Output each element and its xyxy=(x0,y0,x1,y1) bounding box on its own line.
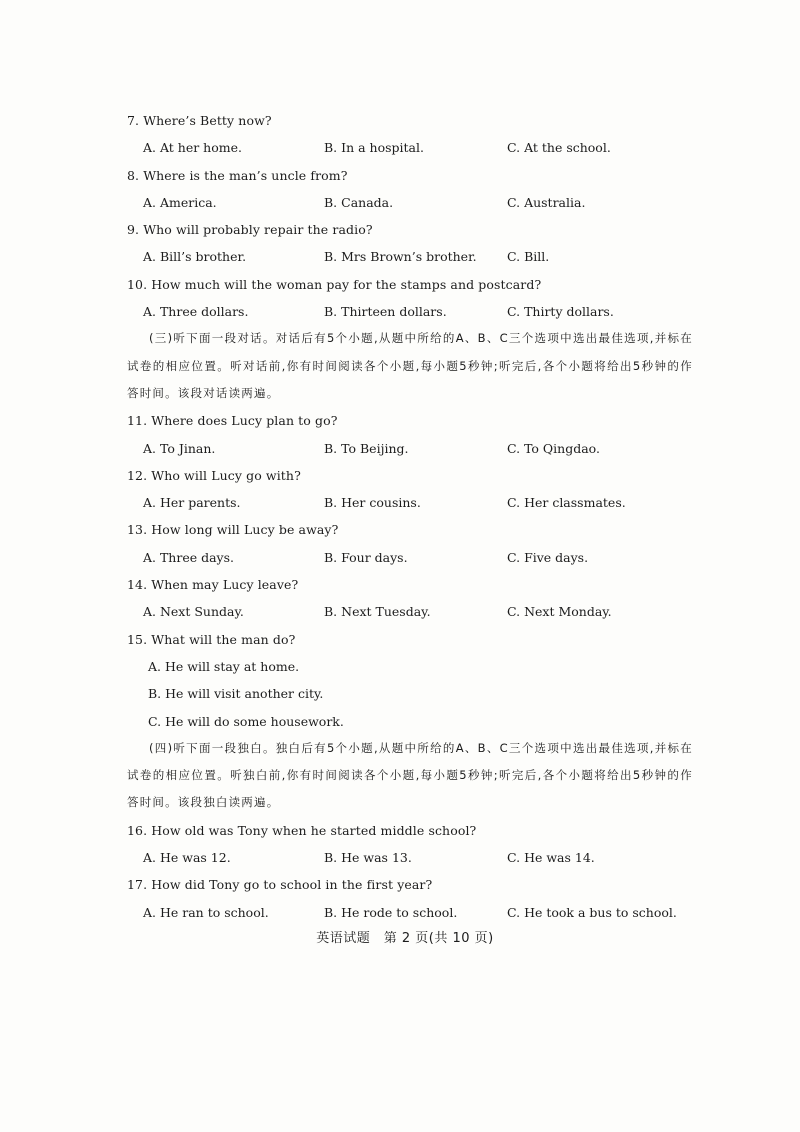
options-12 xyxy=(127,489,687,516)
option-a: A. He ran to school. xyxy=(143,904,269,920)
option-c: C. Next Monday. xyxy=(507,604,612,620)
question-10: 10. How much will the woman pay for the stamps and postcard? xyxy=(127,276,542,292)
options-8 xyxy=(127,189,687,216)
option-c: C. At the school. xyxy=(507,140,611,156)
section-4-instruction: (四)听下面一段独白。独白后有5个小题,从题中所给的A、B、C三个选项中选出最佳选项,并标在试卷的相应位置。听独白前,你有时间阅读各个小题,每小题5秒钟;听完后,各个小题将给出5秒钟的作答时间。该段独白读两遍。 xyxy=(127,740,693,810)
option-c: C. To Qingdao. xyxy=(507,440,600,456)
option-a: A. America. xyxy=(143,194,217,210)
option-b: B. He was 13. xyxy=(324,850,412,866)
option-a: A. To Jinan. xyxy=(143,440,216,456)
options-7 xyxy=(127,134,687,161)
section-3-instruction: (三)听下面一段对话。对话后有5个小题,从题中所给的A、B、C三个选项中选出最佳选项,并标在试卷的相应位置。听对话前,你有时间阅读各个小题,每小题5秒钟;听完后,各个小题将给出5秒钟的作答时间。该段对话读两遍。 xyxy=(127,331,693,400)
option-a: A. He will stay at home. xyxy=(148,658,300,674)
option-c: C. He was 14. xyxy=(507,850,595,866)
option-a: A. Three dollars. xyxy=(143,304,249,320)
question-13: 13. How long will Lucy be away? xyxy=(127,522,339,538)
option-b: B. Mrs Brown’s brother. xyxy=(324,249,477,265)
options-11 xyxy=(127,435,687,462)
option-a: A. Next Sunday. xyxy=(143,604,244,620)
question-9: 9. Who will probably repair the radio? xyxy=(127,222,373,238)
option-b: B. In a hospital. xyxy=(324,140,424,156)
question-14: 14. When may Lucy leave? xyxy=(127,577,299,593)
question-15: 15. What will the man do? xyxy=(127,631,296,647)
option-a: A. At her home. xyxy=(143,140,242,156)
option-c: C. Her classmates. xyxy=(507,495,626,511)
option-c: C. Australia. xyxy=(507,194,586,210)
options-14 xyxy=(127,598,687,625)
options-10 xyxy=(127,298,687,325)
question-16: 16. How old was Tony when he started middle school? xyxy=(127,822,477,838)
question-17: 17. How did Tony go to school in the first year? xyxy=(127,877,433,893)
option-c: C. Five days. xyxy=(507,549,589,565)
option-b: B. Four days. xyxy=(324,549,408,565)
option-a: A. He was 12. xyxy=(143,850,231,866)
option-b: B. He will visit another city. xyxy=(148,686,324,702)
option-a: A. Her parents. xyxy=(143,495,241,511)
options-17 xyxy=(127,899,687,926)
question-11: 11. Where does Lucy plan to go? xyxy=(127,413,338,429)
option-b: B. Next Tuesday. xyxy=(324,604,431,620)
options-9 xyxy=(127,243,687,270)
exam-content xyxy=(127,107,693,926)
option-c: C. He took a bus to school. xyxy=(507,904,677,920)
option-b: B. He rode to school. xyxy=(324,904,458,920)
question-12: 12. Who will Lucy go with? xyxy=(127,467,301,483)
option-a: A. Bill’s brother. xyxy=(143,249,247,265)
page-footer: 英语试题 第 2 页(共 10 页) xyxy=(316,931,494,946)
option-b: B. To Beijing. xyxy=(324,440,409,456)
option-c: C. He will do some housework. xyxy=(148,713,344,729)
options-13 xyxy=(127,544,687,571)
option-b: B. Canada. xyxy=(324,194,394,210)
options-16 xyxy=(127,844,687,871)
question-8: 8. Where is the man’s uncle from? xyxy=(127,167,348,183)
option-b: B. Thirteen dollars. xyxy=(324,304,447,320)
question-7: 7. Where’s Betty now? xyxy=(127,113,272,128)
option-c: C. Thirty dollars. xyxy=(507,304,614,320)
option-c: C. Bill. xyxy=(507,249,550,265)
option-a: A. Three days. xyxy=(143,549,235,565)
option-b: B. Her cousins. xyxy=(324,495,421,511)
